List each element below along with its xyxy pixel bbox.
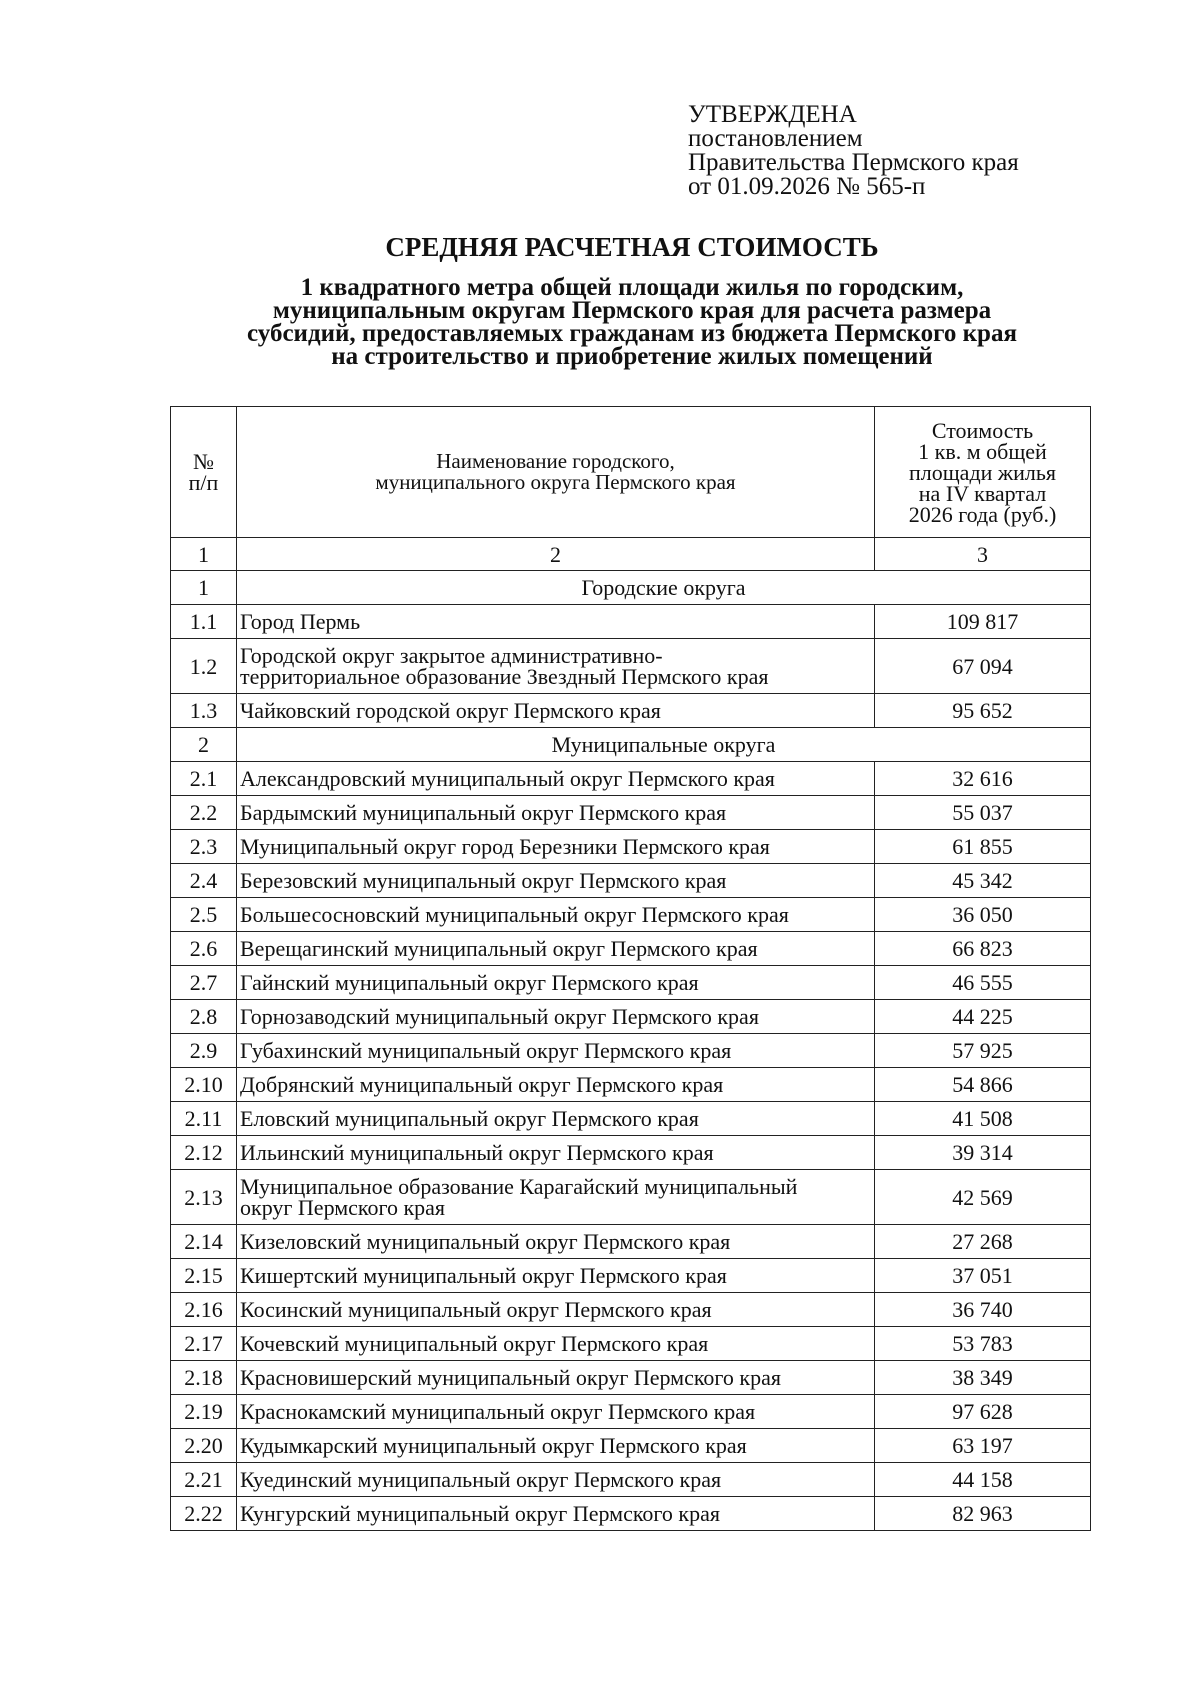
approval-date-number: от 01.09.2026 № 565-п	[688, 173, 926, 200]
column-number: 1	[171, 538, 237, 571]
district-name	[237, 1000, 875, 1034]
cost-value: 109 817	[875, 605, 1091, 639]
district-name-line: Город Пермь	[240, 609, 361, 634]
subtitle-line: субсидий, предоставляемых гражданам из бюджета Пермского края	[247, 320, 1017, 347]
row-number: 2.6	[171, 932, 237, 966]
table-row	[171, 830, 1091, 864]
district-name-line: Чайковский городской округ Пермского края	[240, 698, 661, 723]
district-name	[237, 1170, 875, 1225]
table-header-row	[171, 407, 1091, 538]
district-name	[237, 1034, 875, 1068]
table-row	[171, 1361, 1091, 1395]
row-number: 2.21	[171, 1463, 237, 1497]
approval-authority: Правительства Пермского края	[688, 149, 1019, 176]
district-name-line: Краснокамский муниципальный округ Пермского края	[240, 1399, 756, 1424]
table-row	[171, 1034, 1091, 1068]
district-name-line: Кишертский муниципальный округ Пермского края	[240, 1263, 727, 1288]
table-row	[171, 1000, 1091, 1034]
district-name-line: Большесосновский муниципальный округ Пермского края	[240, 902, 789, 927]
district-name-line: Косинский муниципальный округ Пермского края	[240, 1297, 712, 1322]
district-name-line: Красновишерский муниципальный округ Пермского края	[240, 1365, 781, 1390]
table-row	[171, 932, 1091, 966]
district-name-line: Муниципальное образование Карагайский муниципальный	[240, 1174, 798, 1199]
approval-heading: УТВЕРЖДЕНА	[688, 101, 857, 128]
district-name-line: Кизеловский муниципальный округ Пермского края	[240, 1229, 731, 1254]
district-name	[237, 1068, 875, 1102]
row-number: 2.11	[171, 1102, 237, 1136]
document-title: СРЕДНЯЯ РАСЧЕТНАЯ СТОИМОСТЬ	[385, 232, 879, 262]
district-name	[237, 694, 875, 728]
cost-value: 41 508	[875, 1102, 1091, 1136]
district-name-line: Верещагинский муниципальный округ Пермского края	[240, 936, 758, 961]
table-row	[171, 898, 1091, 932]
district-name	[237, 1259, 875, 1293]
row-number: 2.15	[171, 1259, 237, 1293]
section-number: 2	[171, 728, 237, 762]
column-number: 2	[237, 538, 875, 571]
row-number: 2.14	[171, 1225, 237, 1259]
district-name	[237, 1429, 875, 1463]
row-number: 2.4	[171, 864, 237, 898]
column-number: 3	[875, 538, 1091, 571]
district-name-line: Ильинский муниципальный округ Пермского края	[240, 1140, 714, 1165]
subtitle-line: 1 квадратного метра общей площади жилья по городским,	[300, 274, 964, 301]
table-row	[171, 694, 1091, 728]
cost-value: 27 268	[875, 1225, 1091, 1259]
district-name-line: округ Пермского края	[240, 1195, 446, 1220]
table-row	[171, 1136, 1091, 1170]
cost-value: 95 652	[875, 694, 1091, 728]
district-name	[237, 1497, 875, 1531]
district-name	[237, 1463, 875, 1497]
row-number: 2.5	[171, 898, 237, 932]
district-name	[237, 966, 875, 1000]
row-number: 2.17	[171, 1327, 237, 1361]
row-number: 2.12	[171, 1136, 237, 1170]
subtitle-line: муниципальным округам Пермского края для расчета размера	[272, 297, 992, 324]
subtitle-line: на строительство и приобретение жилых помещений	[331, 343, 933, 370]
table-row	[171, 1463, 1091, 1497]
row-number: 2.2	[171, 796, 237, 830]
row-number: 2.13	[171, 1170, 237, 1225]
district-name	[237, 1327, 875, 1361]
section-title: Городские округа	[237, 571, 1091, 605]
table-row	[171, 639, 1091, 694]
district-name-line: Гайнский муниципальный округ Пермского края	[240, 970, 699, 995]
table-row	[171, 1395, 1091, 1429]
district-name	[237, 1361, 875, 1395]
district-name-line: Еловский муниципальный округ Пермского края	[240, 1106, 699, 1131]
row-number: 2.8	[171, 1000, 237, 1034]
section-row	[171, 571, 1091, 605]
district-name-line: Кудымкарский муниципальный округ Пермского края	[240, 1433, 747, 1458]
row-number: 2.18	[171, 1361, 237, 1395]
cost-value: 63 197	[875, 1429, 1091, 1463]
district-name	[237, 1225, 875, 1259]
district-name-line: Бардымский муниципальный округ Пермского края	[240, 800, 727, 825]
table-row	[171, 1170, 1091, 1225]
cost-value: 45 342	[875, 864, 1091, 898]
district-name	[237, 1136, 875, 1170]
cost-value: 61 855	[875, 830, 1091, 864]
header-num: № п/п	[171, 407, 237, 538]
district-name	[237, 864, 875, 898]
cost-value: 53 783	[875, 1327, 1091, 1361]
district-name-line: Кунгурский муниципальный округ Пермского края	[240, 1501, 720, 1526]
cost-value: 44 158	[875, 1463, 1091, 1497]
document-subtitle	[0, 276, 1200, 368]
row-number: 2.1	[171, 762, 237, 796]
district-name	[237, 605, 875, 639]
section-title: Муниципальные округа	[237, 728, 1091, 762]
table-row	[171, 1429, 1091, 1463]
district-name-line: Муниципальный округ город Березники Пермского края	[240, 834, 770, 859]
header-cost: Стоимость 1 кв. м общей площади жилья на IV квартал 2026 года (руб.)	[875, 407, 1091, 538]
section-row	[171, 728, 1091, 762]
district-name	[237, 898, 875, 932]
district-name-line: Городской округ закрытое административно-	[240, 643, 663, 668]
cost-value: 38 349	[875, 1361, 1091, 1395]
row-number: 2.9	[171, 1034, 237, 1068]
approval-stamp	[688, 103, 1019, 199]
cost-value: 39 314	[875, 1136, 1091, 1170]
table-row	[171, 605, 1091, 639]
row-number: 2.16	[171, 1293, 237, 1327]
approval-decree-line: постановлением	[688, 125, 863, 152]
district-name-line: территориальное образование Звездный Пермского края	[240, 664, 769, 689]
table-row	[171, 864, 1091, 898]
district-name	[237, 796, 875, 830]
cost-value: 36 050	[875, 898, 1091, 932]
cost-value: 44 225	[875, 1000, 1091, 1034]
row-number: 1.2	[171, 639, 237, 694]
table-row	[171, 1225, 1091, 1259]
cost-value: 57 925	[875, 1034, 1091, 1068]
district-name-line: Березовский муниципальный округ Пермского края	[240, 868, 727, 893]
district-name	[237, 1293, 875, 1327]
row-number: 1.1	[171, 605, 237, 639]
district-name	[237, 639, 875, 694]
row-number: 2.20	[171, 1429, 237, 1463]
district-name-line: Добрянский муниципальный округ Пермского края	[240, 1072, 724, 1097]
table-row	[171, 762, 1091, 796]
table-row	[171, 1259, 1091, 1293]
table-row	[171, 1497, 1091, 1531]
cost-value: 54 866	[875, 1068, 1091, 1102]
cost-value: 32 616	[875, 762, 1091, 796]
cost-value: 36 740	[875, 1293, 1091, 1327]
row-number: 2.7	[171, 966, 237, 1000]
row-number: 2.22	[171, 1497, 237, 1531]
table-row	[171, 966, 1091, 1000]
row-number: 1.3	[171, 694, 237, 728]
district-name-line: Кочевский муниципальный округ Пермского края	[240, 1331, 709, 1356]
table-row	[171, 1327, 1091, 1361]
district-name-line: Губахинский муниципальный округ Пермского края	[240, 1038, 732, 1063]
table-row	[171, 1068, 1091, 1102]
table-body	[171, 571, 1091, 1531]
district-name	[237, 1395, 875, 1429]
column-number-row	[171, 538, 1091, 571]
cost-value: 42 569	[875, 1170, 1091, 1225]
cost-value: 97 628	[875, 1395, 1091, 1429]
cost-value: 55 037	[875, 796, 1091, 830]
district-name-line: Горнозаводский муниципальный округ Пермского края	[240, 1004, 759, 1029]
district-name-line: Александровский муниципальный округ Пермского края	[240, 766, 775, 791]
district-name	[237, 1102, 875, 1136]
section-number: 1	[171, 571, 237, 605]
district-name	[237, 830, 875, 864]
table-row	[171, 1293, 1091, 1327]
header-name: Наименование городского, муниципального округа Пермского края	[237, 407, 875, 538]
district-name-line: Куединский муниципальный округ Пермского края	[240, 1467, 722, 1492]
district-name	[237, 932, 875, 966]
row-number: 2.3	[171, 830, 237, 864]
cost-value: 37 051	[875, 1259, 1091, 1293]
table-row	[171, 796, 1091, 830]
row-number: 2.10	[171, 1068, 237, 1102]
cost-table	[170, 406, 1091, 1531]
table-row	[171, 1102, 1091, 1136]
cost-value: 66 823	[875, 932, 1091, 966]
district-name	[237, 762, 875, 796]
row-number: 2.19	[171, 1395, 237, 1429]
cost-value: 67 094	[875, 639, 1091, 694]
cost-value: 46 555	[875, 966, 1091, 1000]
cost-value: 82 963	[875, 1497, 1091, 1531]
